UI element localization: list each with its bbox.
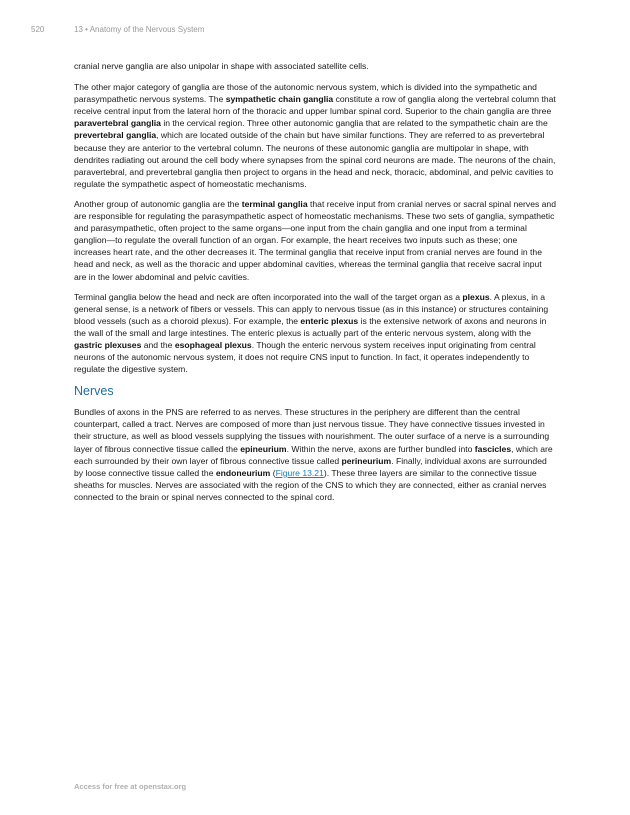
text-run: (	[270, 467, 276, 478]
text-run: , which are located outside of the chain but have similar functions. They are referred to as prevertebral because they are anterior to the vertebral column. The neurons of these autonomic ganglia are multipolar in shape, with dendrites radiating out around the cell body where synapses from the spinal cord neurons are made. The neurons of the chain, paravertebral, and prevertebral ganglia then project to organs in the head and neck, thoracic, abdominal, and pelvic cavities to regulate the sympathetic aspect of homeostatic mechanisms.	[74, 130, 556, 189]
term-gastric-plexuses: gastric plexuses	[74, 339, 142, 350]
term-perineurium: perineurium	[341, 455, 392, 466]
term-esophageal-plexus: esophageal plexus	[174, 339, 252, 350]
term-paravertebral-ganglia: paravertebral ganglia	[74, 118, 161, 129]
section-heading-nerves: Nerves	[74, 384, 114, 399]
term-enteric-plexus: enteric plexus	[300, 315, 359, 326]
term-sympathetic-chain-ganglia: sympathetic chain ganglia	[225, 94, 334, 105]
term-fascicles: fascicles	[474, 443, 512, 454]
paragraph-plexus	[74, 291, 556, 376]
page-number: 520	[31, 25, 45, 34]
text-run: and the	[141, 339, 175, 350]
text-run: is the extensive network of axons and neurons in the wall of the small and large intestines. The enteric plexus is actually part of the enteric nervous system, along with the	[74, 315, 547, 338]
running-header	[31, 25, 599, 37]
text-run: . Within the nerve, axons are further bundled into	[286, 443, 475, 454]
figure-link[interactable]: Figure 13.21	[275, 467, 324, 478]
text-run: The other major category of ganglia are those of the autonomic nervous system, which is divided into the sympathetic and parasympathetic nervous systems. The	[74, 82, 537, 105]
paragraph-nerves	[74, 406, 556, 503]
text-run: . Finally, individual axons are surrounded by loose connective tissue called the	[74, 455, 547, 478]
footer-text[interactable]: Access for free at openstax.org	[74, 782, 187, 791]
term-plexus: plexus	[462, 291, 490, 302]
paragraph-terminal-ganglia	[74, 198, 556, 283]
text-run: Another group of autonomic ganglia are the	[74, 198, 242, 209]
text-run: Terminal ganglia below the head and neck are often incorporated into the wall of the target organ as a	[74, 291, 463, 302]
text-run: cranial nerve ganglia are also unipolar in shape with associated satellite cells.	[74, 61, 369, 71]
term-epineurium: epineurium	[240, 443, 287, 454]
text-run: constitute a row of ganglia along the vertebral column that receive central input from the lateral horn of the thoracic and upper lumbar spinal cord. Superior to the chain ganglia are three	[74, 94, 556, 117]
chapter-title: 13 • Anatomy of the Nervous System	[74, 25, 205, 34]
text-run: . A plexus, in a general sense, is a network of fibers or vessels. This can apply to nervous tissue (as in this instance) or structures containing blood vessels (such as a choroid plexus). For example, the	[74, 291, 549, 326]
term-endoneurium: endoneurium	[215, 467, 271, 478]
text-run: ). These three layers are similar to the connective tissue sheaths for muscles. Nerves are associated with the region of the CNS to which they are connected, either as cranial nerves connected to the brain or spinal nerves connected to the spinal cord.	[74, 467, 547, 502]
text-run: that receive input from cranial nerves or sacral spinal nerves and are responsible for regulating the parasympathetic aspect of homeostatic mechanisms. These two sets of ganglia, sympathetic and parasympathetic, often project to the same organs—one input from the chain ganglia and one input from a terminal ganglion—to regulate the overall function of an organ. For example, the heart receives two inputs such as these; one increases heart rate, and the other decreases it. The terminal ganglia that receive input from cranial nerves are found in the head and neck, as well as the thoracic and upper abdominal cavities, whereas the terminal ganglia that receive sacral input are in the lower abdominal and pelvic cavities.	[74, 198, 556, 282]
term-prevertebral-ganglia: prevertebral ganglia	[74, 130, 157, 141]
text-run: Bundles of axons in the PNS are referred to as nerves. These structures in the periphery are different than the central counterpart, called a tract. Nerves are composed of more than just nervous tissue. They have connective tissues invested in their structure, as well as blood vessels supplying the tissues with nourishment. The outer surface of a nerve is a surrounding layer of fibrous connective tissue called the	[74, 407, 550, 454]
text-run: , which are each surrounded by their own layer of fibrous connective tissue called	[74, 443, 553, 466]
term-terminal-ganglia: terminal ganglia	[241, 198, 308, 209]
paragraph-continuation	[74, 60, 556, 72]
text-run: . Though the enteric nervous system receives input originating from central neurons of the autonomic nervous system, it does not require CNS input to function. In fact, it operates independently to regulate the digestive system.	[74, 339, 536, 375]
page-body	[74, 60, 556, 511]
paragraph-autonomic-ganglia	[74, 81, 556, 190]
text-run: in the cervical region. Three other autonomic ganglia that are related to the sympathetic chain are the	[160, 118, 548, 129]
